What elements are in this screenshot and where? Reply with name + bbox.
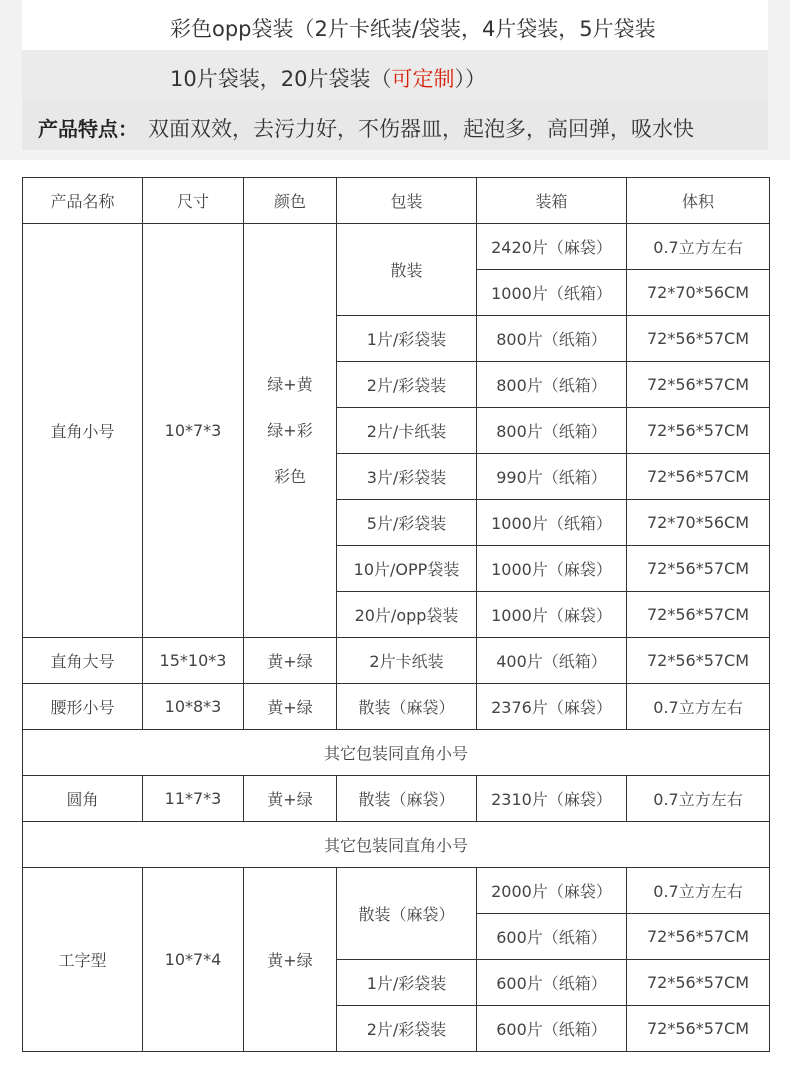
box-cell: 2420片（麻袋） [477,224,627,270]
table-note-row [23,730,770,776]
pack-cell: 1片/彩袋装 [337,960,477,1006]
box-cell: 800片（纸箱） [477,362,627,408]
color-cell: 黄+绿 [244,684,337,730]
color-cell [244,224,337,638]
volume-cell: 72*56*57CM [627,1006,770,1052]
packaging-options-text-3: ）） [454,67,486,91]
product-features-label: 产品特点： [38,117,138,141]
pack-cell: 散装（麻袋） [337,868,477,960]
header-cell: 尺寸 [143,178,244,224]
box-cell: 400片（纸箱） [477,638,627,684]
pack-cell: 散装（麻袋） [337,684,477,730]
product-features-text: 双面双效，去污力好，不伤器皿，起泡多，高回弹，吸水快 [148,117,694,141]
volume-cell: 72*56*57CM [627,362,770,408]
table-header-row [23,178,770,224]
spec-table [22,177,770,1052]
spec-table-panel [0,160,790,1090]
box-cell: 1000片（麻袋） [477,546,627,592]
table-row [23,638,770,684]
pack-cell: 3片/彩袋装 [337,454,477,500]
box-cell: 800片（纸箱） [477,316,627,362]
product-name-cell: 腰形小号 [23,684,143,730]
color-cell: 黄+绿 [244,776,337,822]
box-cell: 2310片（麻袋） [477,776,627,822]
box-cell: 1000片（纸箱） [477,270,627,316]
size-cell: 10*7*4 [143,868,244,1052]
table-note: 其它包装同直角小号 [23,822,770,868]
product-features-panel [22,0,768,150]
box-cell: 990片（纸箱） [477,454,627,500]
size-cell: 10*8*3 [143,684,244,730]
header-cell: 颜色 [244,178,337,224]
volume-cell: 72*70*56CM [627,500,770,546]
color-option: 绿+彩 [267,420,313,440]
box-cell: 600片（纸箱） [477,914,627,960]
volume-cell: 0.7立方左右 [627,868,770,914]
box-cell: 800片（纸箱） [477,408,627,454]
pack-cell: 10片/OPP袋装 [337,546,477,592]
volume-cell: 72*56*57CM [627,316,770,362]
pack-cell: 2片/彩袋装 [337,362,477,408]
volume-cell: 72*70*56CM [627,270,770,316]
product-name-cell: 圆角 [23,776,143,822]
color-option: 彩色 [273,466,306,486]
packaging-options-line-2 [170,63,486,93]
color-cell: 黄+绿 [244,868,337,1052]
volume-cell: 72*56*57CM [627,454,770,500]
table-note-row [23,822,770,868]
pack-cell: 2片/彩袋装 [337,1006,477,1052]
box-cell: 600片（纸箱） [477,960,627,1006]
box-cell: 1000片（麻袋） [477,592,627,638]
table-row [23,684,770,730]
box-cell: 1000片（纸箱） [477,500,627,546]
volume-cell: 72*56*57CM [627,546,770,592]
pack-cell: 散装 [337,224,477,316]
product-features-line [38,113,694,143]
table-row [23,868,770,914]
header-cell: 装箱 [477,178,627,224]
table-row [23,776,770,822]
header-cell: 产品名称 [23,178,143,224]
box-cell: 2000片（麻袋） [477,868,627,914]
volume-cell: 72*56*57CM [627,408,770,454]
customizable-highlight: 可定制 [391,67,455,91]
header-cell: 包装 [337,178,477,224]
product-name-cell: 直角大号 [23,638,143,684]
color-cell: 黄+绿 [244,638,337,684]
pack-cell: 散装（麻袋） [337,776,477,822]
volume-cell: 0.7立方左右 [627,684,770,730]
pack-cell: 5片/彩袋装 [337,500,477,546]
table-row [23,224,770,270]
size-cell: 15*10*3 [143,638,244,684]
pack-cell: 2片/卡纸装 [337,408,477,454]
volume-cell: 72*56*57CM [627,914,770,960]
pack-cell: 2片卡纸装 [337,638,477,684]
packaging-options-text-2: 10片袋装，20片袋装（ [170,67,392,91]
size-cell: 10*7*3 [143,224,244,638]
box-cell: 600片（纸箱） [477,1006,627,1052]
pack-cell: 20片/opp袋装 [337,592,477,638]
pack-cell: 1片/彩袋装 [337,316,477,362]
product-name-cell: 工字型 [23,868,143,1052]
volume-cell: 0.7立方左右 [627,224,770,270]
size-cell: 11*7*3 [143,776,244,822]
volume-cell: 0.7立方左右 [627,776,770,822]
volume-cell: 72*56*57CM [627,960,770,1006]
volume-cell: 72*56*57CM [627,638,770,684]
packaging-options-text: 彩色opp袋装（2片卡纸装/袋装，4片袋装，5片袋装 [170,17,656,41]
product-name-cell: 直角小号 [23,224,143,638]
color-option: 绿+黄 [267,374,313,394]
volume-cell: 72*56*57CM [627,592,770,638]
box-cell: 2376片（麻袋） [477,684,627,730]
packaging-options-line [170,13,656,43]
table-note: 其它包装同直角小号 [23,730,770,776]
header-cell: 体积 [627,178,770,224]
